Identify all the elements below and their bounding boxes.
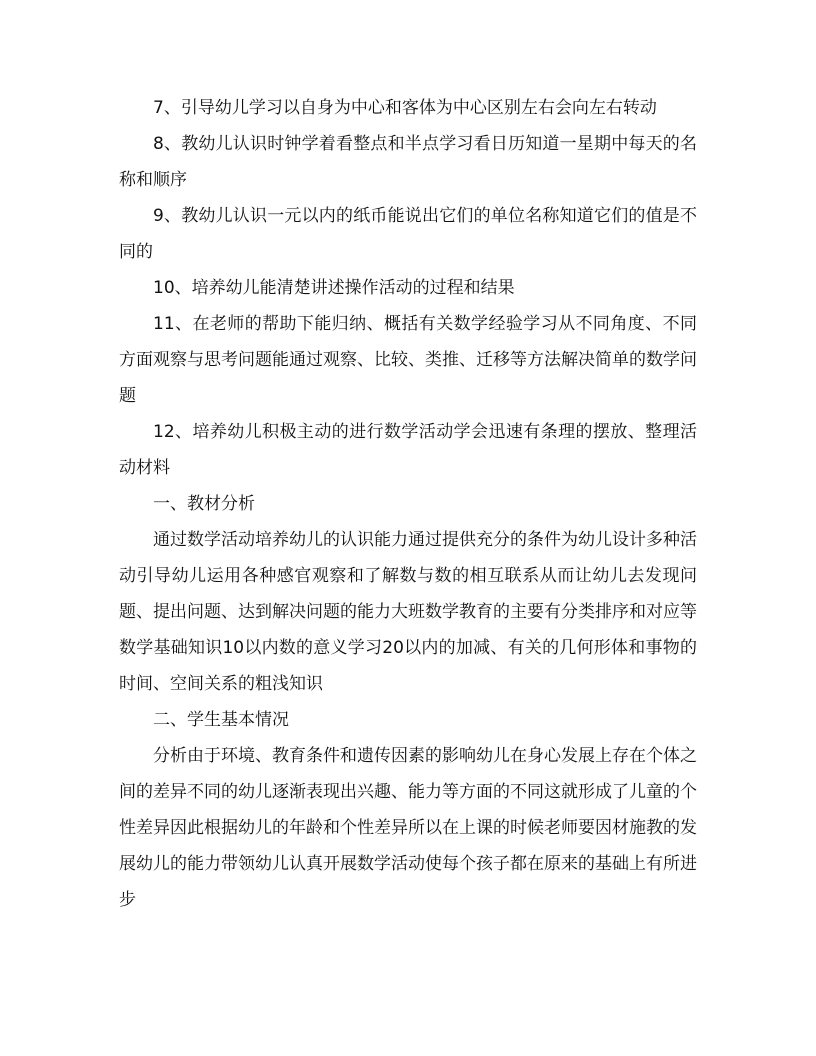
list-item-12: 12、培养幼儿积极主动的进行数学活动学会迅速有条理的摆放、整理活动材料 xyxy=(119,422,697,478)
body-paragraph-student-situation: 分析由于环境、教育条件和遗传因素的影响幼儿在身心发展上存在个体之间的差异不同的幼儿逐渐表现出兴趣、能力等方面的不同这就形成了儿童的个性差异因此根据幼儿的年龄和个性差异所以在上课的时候老师要因材施教的发展幼儿的能力带领幼儿认真开展数学活动使每个孩子都在原来的基础上有所进步 xyxy=(119,746,697,910)
body-paragraph-textbook-analysis: 通过数学活动培养幼儿的认识能力通过提供充分的条件为幼儿设计多种活动引导幼儿运用各种感官观察和了解数与数的相互联系从而让幼儿去发现问题、提出问题、达到解决问题的能力大班数学教育的主要有分类排序和对应等数学基础知识10以内数的意义学习20以内的加减、有关的几何形体和事物的时间、空间关系的粗浅知识 xyxy=(119,530,697,694)
list-item-8: 8、教幼儿认识时钟学着看整点和半点学习看日历知道一星期中每天的名称和顺序 xyxy=(119,134,697,190)
section-heading-student-situation: 二、学生基本情况 xyxy=(153,710,289,730)
section-heading-textbook-analysis: 一、教材分析 xyxy=(153,494,255,514)
list-item-11: 11、在老师的帮助下能归纳、概括有关数学经验学习从不同角度、不同方面观察与思考问题能通过观察、比较、类推、迁移等方法解决简单的数学问题 xyxy=(119,314,697,406)
list-item-7: 7、引导幼儿学习以自身为中心和客体为中心区别左右会向左右转动 xyxy=(153,98,657,118)
document-body xyxy=(119,90,697,918)
list-item-9: 9、教幼儿认识一元以内的纸币能说出它们的单位名称知道它们的值是不同的 xyxy=(119,206,697,262)
list-item-10: 10、培养幼儿能清楚讲述操作活动的过程和结果 xyxy=(153,278,515,298)
